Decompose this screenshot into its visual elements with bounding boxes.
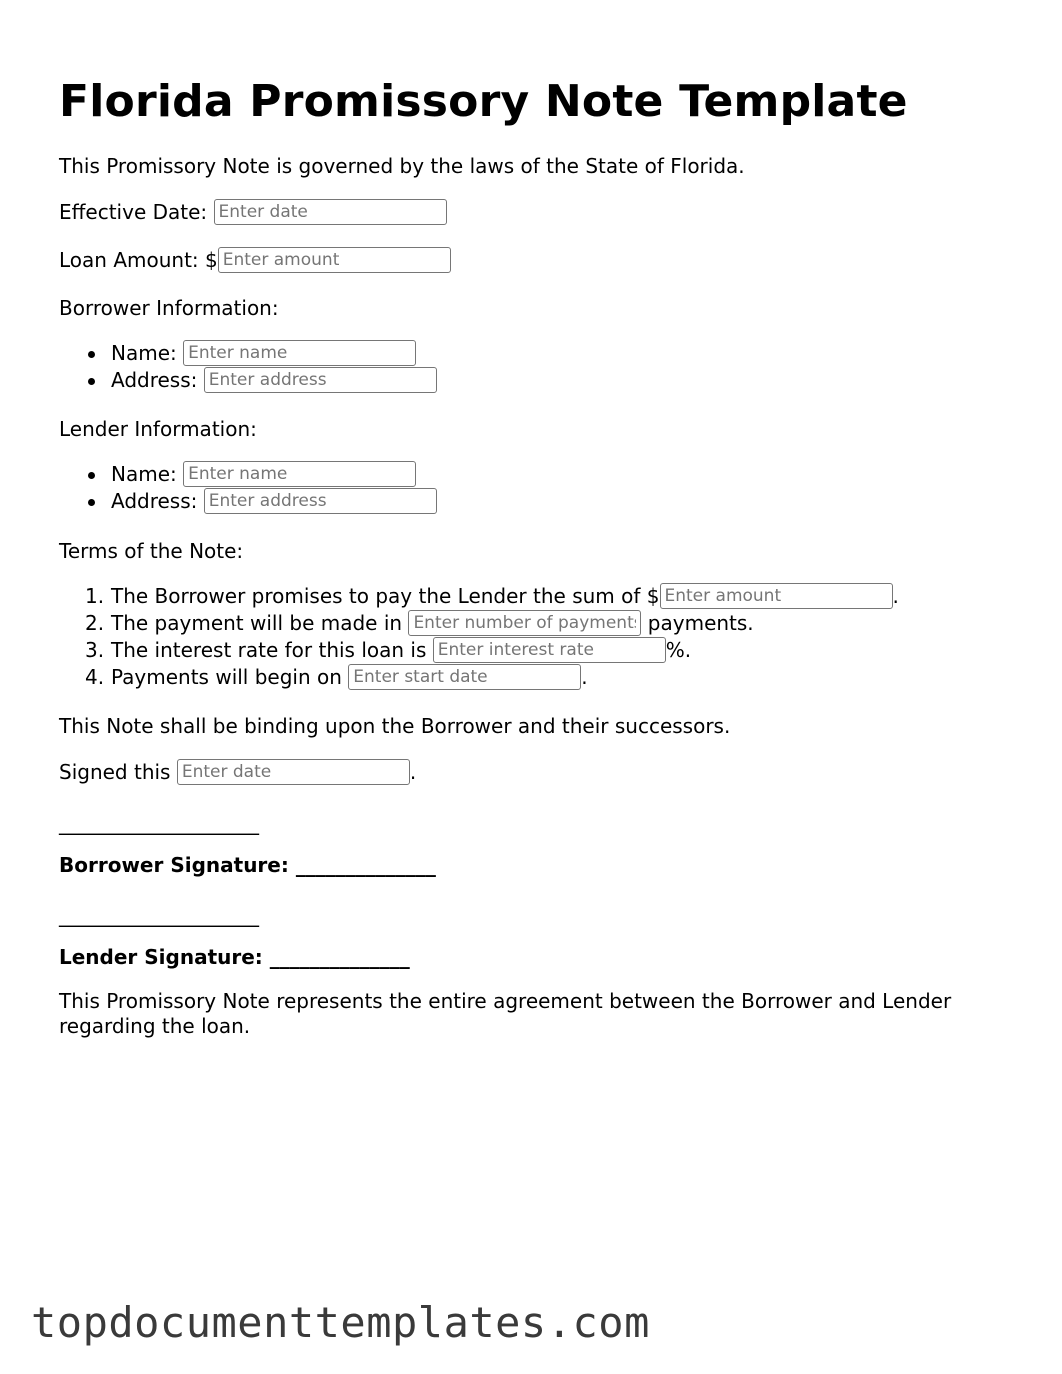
term-number: 1. — [85, 584, 105, 608]
closing-text: This Promissory Note represents the entire agreement between the Borrower and Lender regarding the loan. — [59, 989, 952, 1038]
loan-amount-label: Loan Amount: $ — [59, 248, 218, 272]
lender-address-label: Address: — [111, 489, 198, 513]
terms-list — [59, 583, 899, 691]
signed-date-input[interactable] — [177, 759, 410, 785]
signed-row — [59, 759, 416, 785]
lender-name-input[interactable] — [183, 461, 416, 487]
effective-date-input[interactable] — [214, 199, 447, 225]
loan-amount-row — [59, 247, 451, 273]
list-item — [59, 488, 437, 515]
borrower-info-list — [59, 340, 437, 394]
bullet-icon — [88, 378, 95, 385]
list-item — [59, 610, 899, 637]
bullet-icon — [88, 499, 95, 506]
term-number: 2. — [85, 611, 105, 635]
lender-heading: Lender Information: — [59, 417, 257, 441]
borrower-signature-row — [59, 852, 436, 878]
list-item — [59, 583, 899, 610]
signed-label: Signed this — [59, 760, 171, 784]
borrower-address-label: Address: — [111, 368, 198, 392]
lender-signature-blank: ______________ — [269, 945, 410, 969]
loan-amount-input[interactable] — [218, 247, 451, 273]
bullet-icon — [88, 472, 95, 479]
lender-info-list — [59, 461, 437, 515]
term-text: Payments will begin on — [111, 665, 342, 689]
borrower-signature-blank: ______________ — [295, 853, 436, 877]
borrower-signature-label: Borrower Signature: — [59, 853, 289, 877]
lender-signature-line: ____________________ — [59, 903, 259, 927]
term-suffix: payments. — [647, 611, 754, 635]
list-item — [59, 664, 899, 691]
term-number: 3. — [85, 638, 105, 662]
term-suffix: . — [581, 665, 588, 689]
terms-heading: Terms of the Note: — [59, 539, 244, 563]
list-item — [59, 367, 437, 394]
term-suffix: %. — [665, 638, 692, 662]
start-date-input[interactable] — [348, 664, 581, 690]
lender-signature-row — [59, 944, 410, 970]
borrower-address-input[interactable] — [204, 367, 437, 393]
term-number: 4. — [85, 665, 105, 689]
sum-amount-input[interactable] — [660, 583, 893, 609]
list-item — [59, 461, 437, 488]
page-title: Florida Promissory Note Template — [59, 76, 908, 127]
borrower-signature-line: ____________________ — [59, 811, 259, 835]
borrower-heading: Borrower Information: — [59, 296, 279, 320]
binding-text: This Note shall be binding upon the Borrower and their successors. — [59, 714, 731, 738]
lender-signature-label: Lender Signature: — [59, 945, 263, 969]
effective-date-label: Effective Date: — [59, 200, 208, 224]
watermark: topdocumenttemplates.com — [31, 1298, 650, 1347]
borrower-name-input[interactable] — [183, 340, 416, 366]
term-text: The interest rate for this loan is — [111, 638, 427, 662]
lender-name-label: Name: — [111, 462, 177, 486]
bullet-icon — [88, 351, 95, 358]
lender-address-input[interactable] — [204, 488, 437, 514]
effective-date-row — [59, 199, 447, 225]
list-item — [59, 637, 899, 664]
intro-text: This Promissory Note is governed by the laws of the State of Florida. — [59, 154, 745, 178]
number-of-payments-input[interactable] — [408, 610, 641, 636]
term-text: The payment will be made in — [111, 611, 403, 635]
term-text: The Borrower promises to pay the Lender the sum of $ — [111, 584, 660, 608]
interest-rate-input[interactable] — [433, 637, 666, 663]
term-suffix: . — [892, 584, 899, 608]
signed-suffix: . — [409, 760, 417, 784]
borrower-name-label: Name: — [111, 341, 177, 365]
list-item — [59, 340, 437, 367]
